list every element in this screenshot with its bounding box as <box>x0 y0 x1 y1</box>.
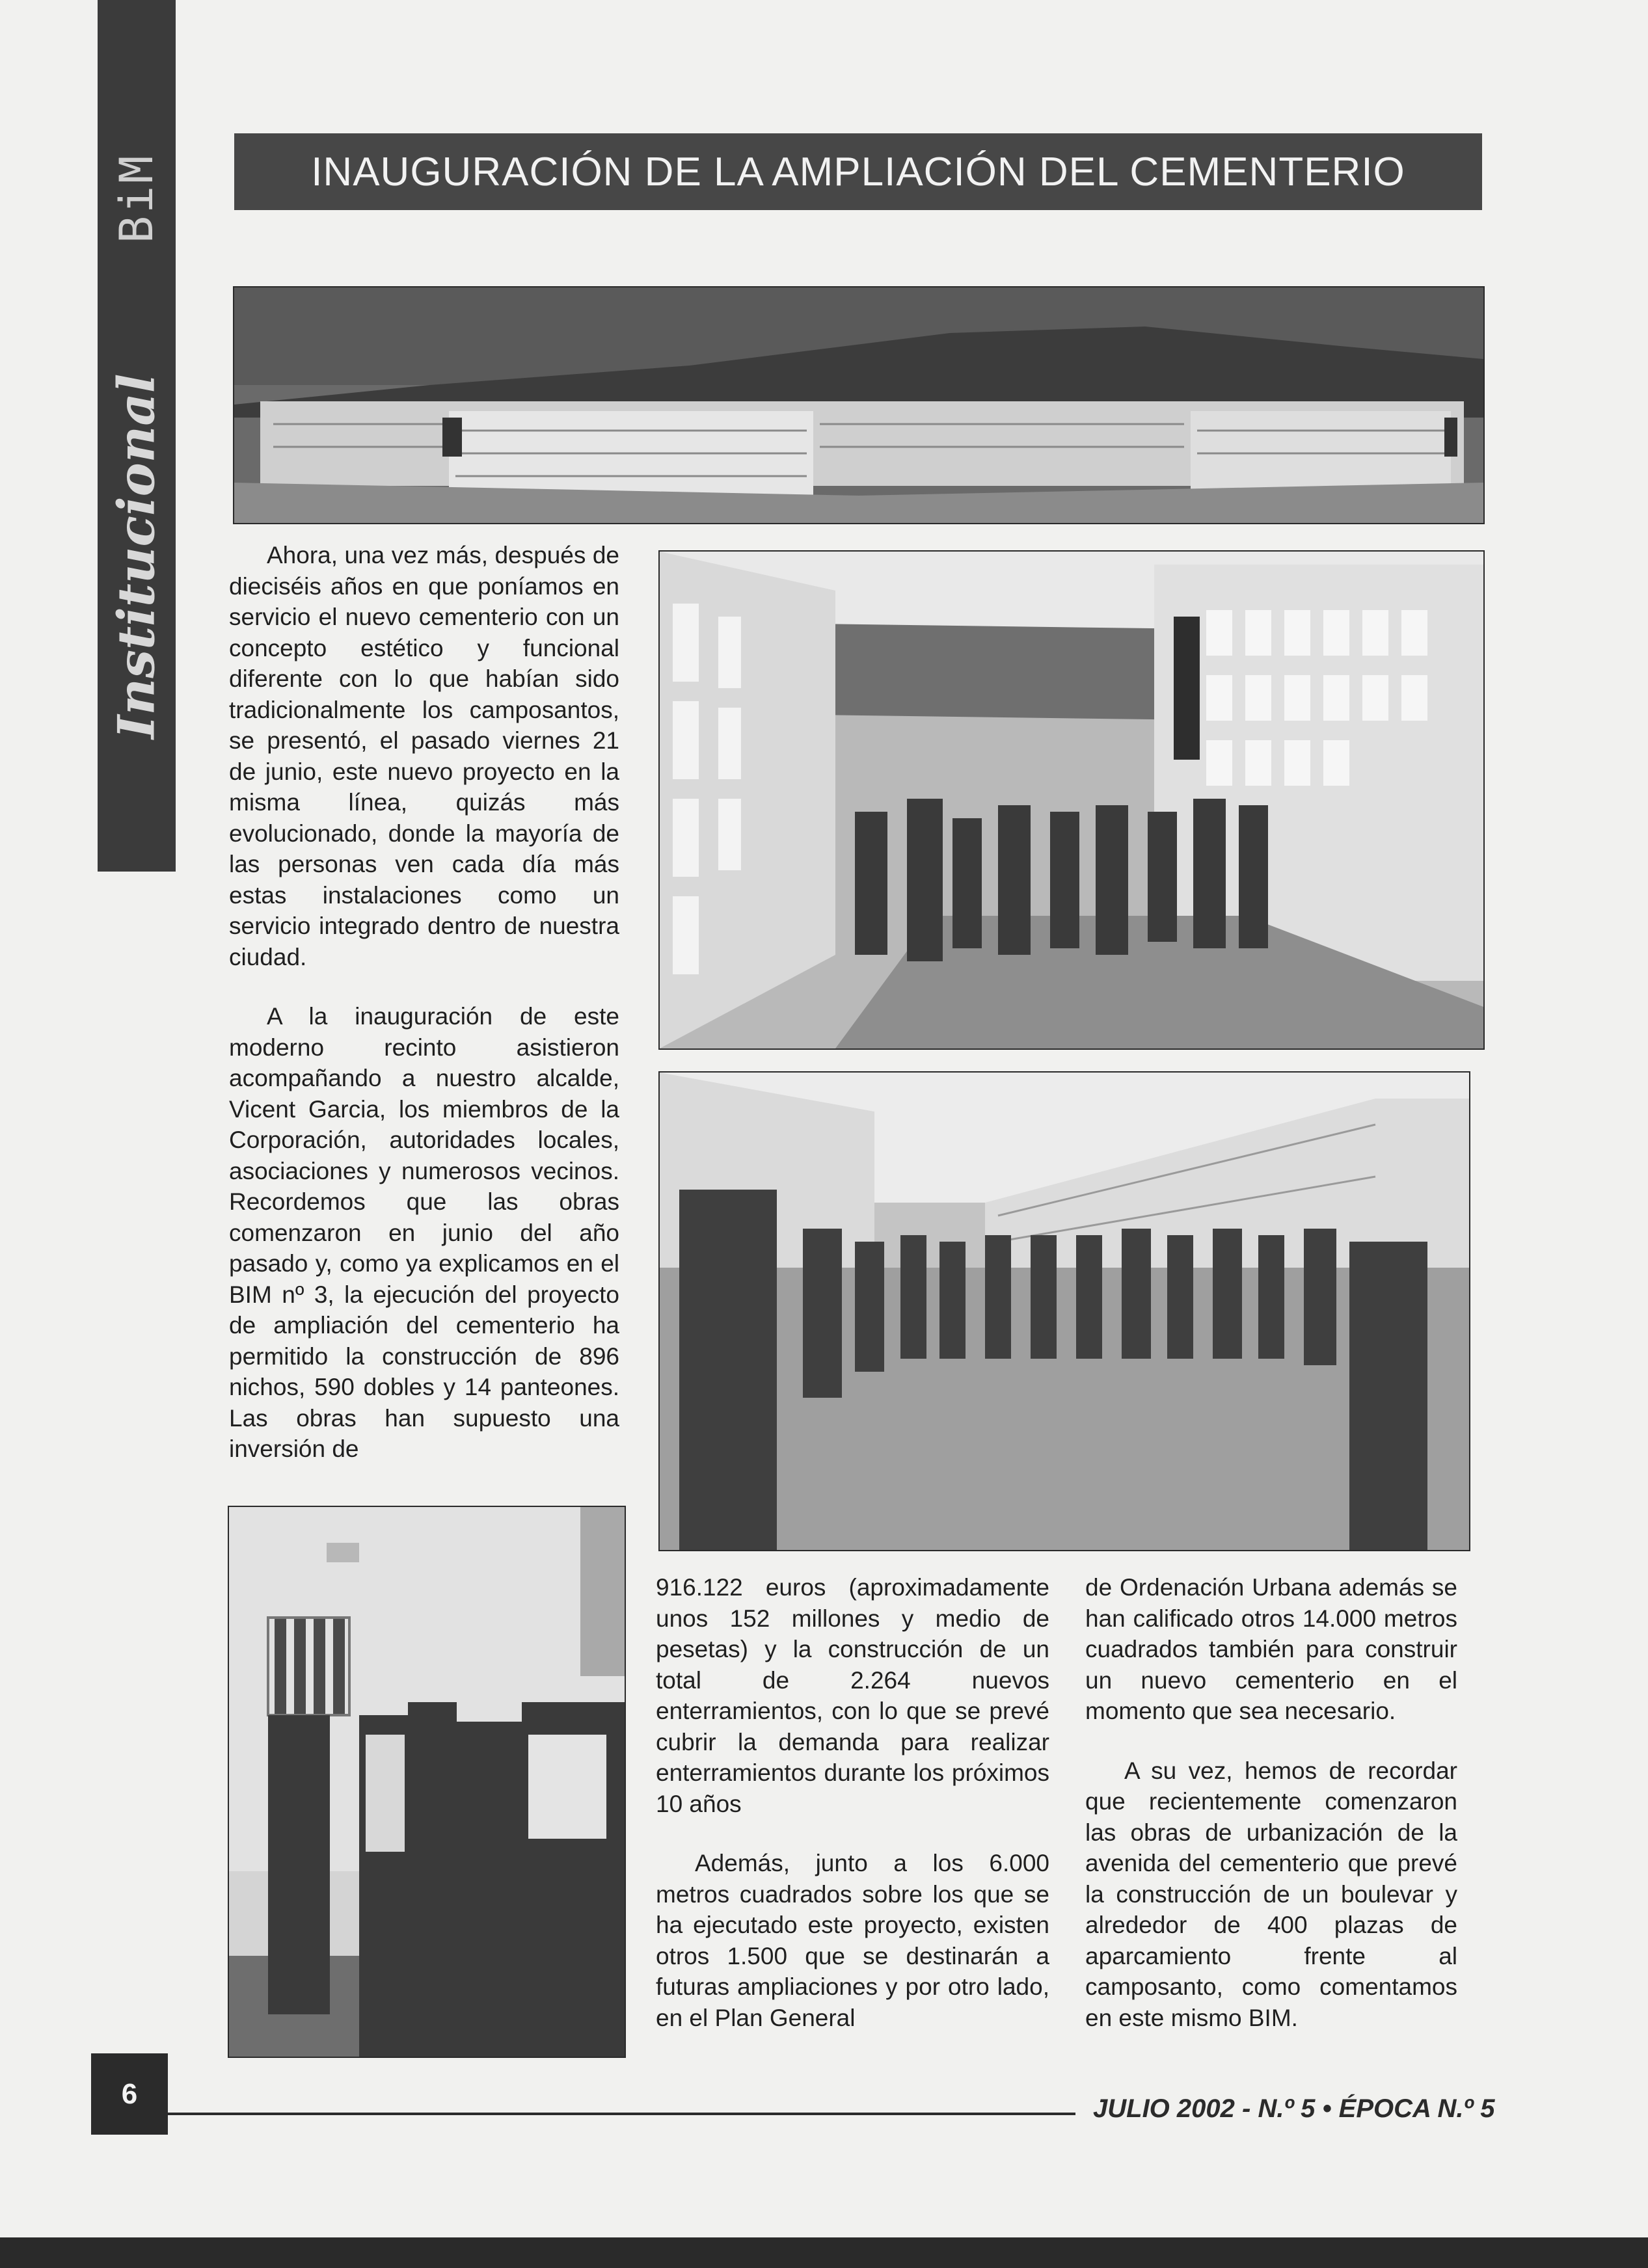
footer-divider <box>168 2113 1075 2115</box>
article-column-right <box>1085 1572 1457 2033</box>
article-paragraph: A su vez, hemos de recordar que recientemente comenzaron las obras de urbanización de la avenida del cementerio que prevé la construcción de un boulevar y alrededor de 400 plazas de aparcamiento frente al camposanto, como comentamos en este mismo BIM. <box>1085 1757 1457 2031</box>
article-paragraph: A la inauguración de este moderno recinto asistieron acompañando a nuestro alcalde, Vicent Garcia, los miembros de la Corporación, autoridades locales, asociaciones y numerosos vecinos. Recordemos que las obras comenzaron en junio del año pasado y, como ya explicamos en el BIM nº 3, la ejecución del proyecto de ampliación del cementerio ha permitido la construcción de 896 nichos, 590 dobles y 14 panteones. Las obras han supuesto una inversión de <box>229 1003 619 1462</box>
issue-info: JULIO 2002 - N.º 5 • ÉPOCA N.º 5 <box>1093 2094 1495 2123</box>
bim-logo: BiM <box>110 153 163 244</box>
section-side-band <box>98 0 176 872</box>
plaque-unveiling-photo <box>228 1506 626 2058</box>
officials-walking-photo <box>658 550 1485 1050</box>
section-label: Institucional <box>107 373 167 739</box>
cemetery-panorama-photo <box>233 286 1485 524</box>
scan-bottom-border <box>0 2237 1648 2268</box>
page-number: 6 <box>91 2053 168 2135</box>
article-paragraph: Ahora, una vez más, después de dieciséis años en que poníamos en servicio el nuevo cementerio con un concepto estético y funcional diferente con lo que habían sido tradicionalmente los camposantos, se presentó, el pasado viernes 21 de junio, este nuevo proyecto en la misma línea, quizás más evolucionado, donde la mayoría de las personas ven cada día más estas instalaciones como un servicio integrado dentro de nuestra ciudad. <box>229 542 619 970</box>
crowd-gathering-photo <box>658 1071 1470 1551</box>
article-paragraph: Además, junto a los 6.000 metros cuadrados sobre los que se ha ejecutado este proyecto, existen otros 1.500 que se destinarán a futuras ampliaciones y por otro lado, en el Plan General <box>656 1850 1049 2031</box>
article-paragraph: 916.122 euros (aproximadamente unos 152 millones y medio de pesetas) y la construcción de un total de 2.264 nuevos enterramientos, con lo que se prevé cubrir la demanda para realizar enterramientos durante los próximos 10 años <box>656 1574 1049 1817</box>
article-column-left <box>229 540 619 1465</box>
article-column-middle <box>656 1572 1049 2033</box>
article-title: INAUGURACIÓN DE LA AMPLIACIÓN DEL CEMENTERIO <box>234 133 1482 210</box>
article-paragraph: de Ordenación Urbana además se han calificado otros 14.000 metros cuadrados también para construir un nuevo cementerio en el momento que sea necesario. <box>1085 1574 1457 1724</box>
